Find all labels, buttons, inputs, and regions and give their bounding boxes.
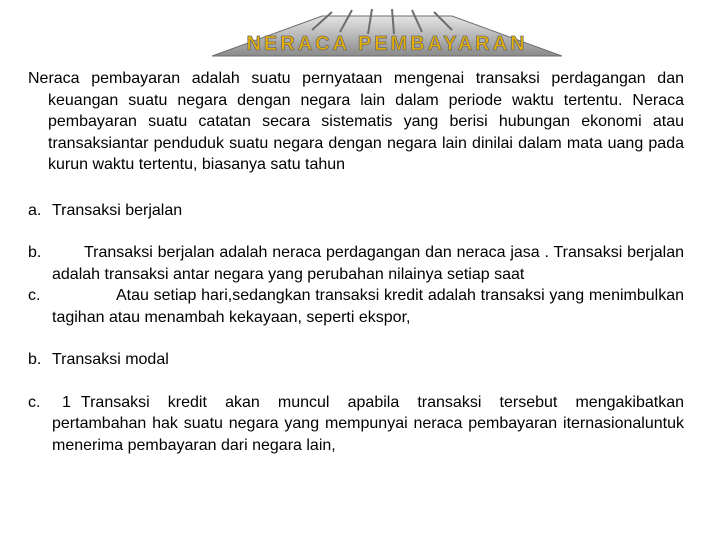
list-item-text: Transaksi berjalan [52, 201, 183, 219]
list-item [28, 285, 684, 328]
banner-title: NERACA PEMBAYARAN [246, 33, 528, 55]
list-item-text: Atau setiap hari,sedangkan transaksi kredit adalah transaksi yang menimbulkan tagihan atau menambah kekayaan, seperti ekspor, [52, 287, 684, 326]
list-item-number: 1 [62, 393, 71, 411]
list-item [28, 200, 684, 222]
document-body [28, 68, 684, 456]
list-item-text: Transaksi kredit akan muncul apabila transaksi tersebut mengakibatkan pertambahan hak suatu negara yang mempunyai neraca pembayaran iternasionaluntuk menerima pembayaran dari negara lain, [52, 393, 684, 454]
list-marker: c. [28, 287, 41, 304]
title-banner-graphic [212, 8, 562, 63]
list-item [28, 392, 684, 457]
list-item-text: Transaksi berjalan adalah neraca perdagangan dan neraca jasa . Transaksi berjalan adalah transaksi antar negara yang perubahan nilainya setiap saat [52, 244, 684, 283]
list-marker: b. [28, 244, 42, 261]
list-marker: b. [28, 351, 42, 368]
list-item-text: Transaksi modal [52, 351, 169, 368]
list-item [28, 242, 684, 285]
list-marker: a. [28, 201, 42, 219]
list-marker: c. [28, 393, 41, 411]
intro-paragraph: Neraca pembayaran adalah suatu pernyataan mengenai transaksi perdagangan dan keuangan suatu negara dengan negara lain dalam periode waktu tertentu. Neraca pembayaran suatu catatan secara sistematis yang berisi hubungan ekonomi atau transaksiantar penduduk suatu negara dengan negara lain dinilai dalam mata uang pada kurun waktu tertentu, biasanya satu tahun [28, 70, 684, 173]
list-item [28, 349, 684, 371]
